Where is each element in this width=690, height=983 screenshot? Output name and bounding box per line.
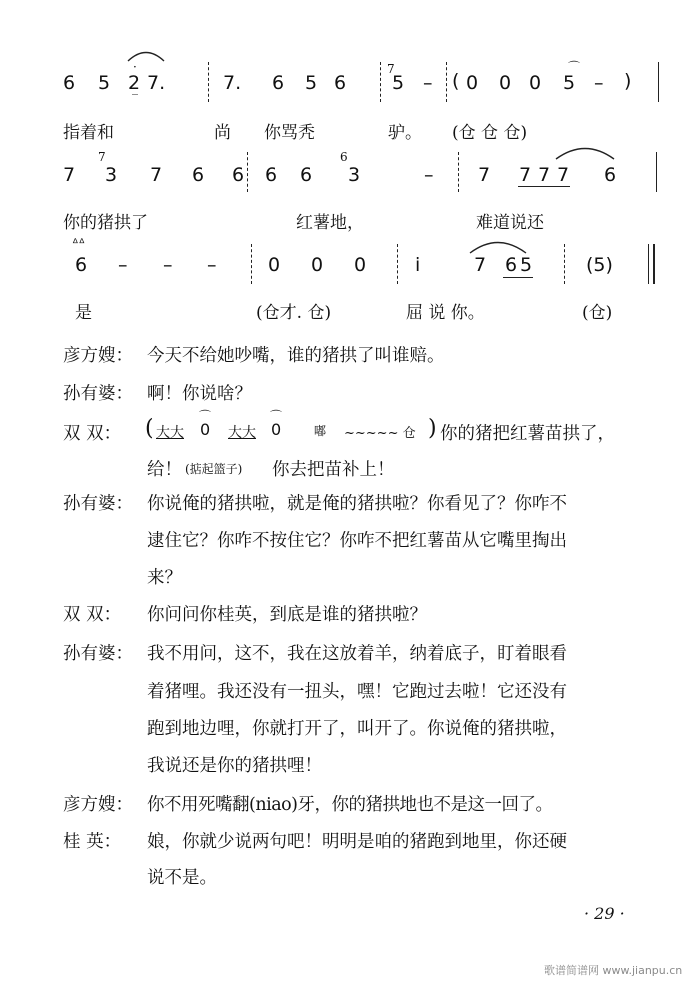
note: 7 <box>557 164 570 186</box>
dialogue-line: 你问问你桂英，到底是谁的猪拱啦？ <box>147 605 427 625</box>
bar-line <box>446 62 447 102</box>
speaker-name: 孙有婆： <box>63 384 133 404</box>
note: 0 <box>499 72 512 94</box>
dialogue-line: 娘，你就少说两句吧！明明是咱的猪跑到地里，你还硬 <box>147 832 567 852</box>
note: 0 <box>529 72 542 94</box>
note: 0 <box>271 420 282 439</box>
note: 6 <box>192 164 205 186</box>
dialogue-line: 今天不给她吵嘴，谁的猪拱了叫谁赔。 <box>147 346 445 366</box>
underline: ‾ <box>132 92 138 106</box>
note: 7 <box>474 254 487 276</box>
page-number: · 29 · <box>584 904 625 923</box>
bar-line <box>648 244 649 284</box>
dialogue-line: 我说还是你的猪拱哩！ <box>147 756 322 776</box>
stage-direction: (掂起篮子) <box>185 462 243 476</box>
note: 5 <box>305 72 318 94</box>
note: 0 <box>268 254 281 276</box>
lyric: 屈 说 你。 <box>406 303 485 323</box>
note: 0 <box>354 254 367 276</box>
slur-arc <box>554 144 616 160</box>
speaker-name: 桂 英： <box>63 832 122 852</box>
underline <box>503 277 533 278</box>
slur-arc <box>126 48 166 62</box>
dialogue-line: 给！ <box>147 460 182 480</box>
note: 6 <box>265 164 278 186</box>
dialogue-line: 你不用死嘴翻(niao)牙，你的猪拱地也不是这一回了。 <box>147 795 553 815</box>
paren: ) <box>428 416 437 441</box>
bar-line <box>251 244 252 284</box>
note: 2 <box>128 72 141 94</box>
bar-line <box>653 244 655 284</box>
percussion: 嘟 <box>314 424 327 438</box>
note: 7. <box>147 72 166 94</box>
note: 7 <box>519 164 532 186</box>
note: 6 <box>604 164 617 186</box>
note: 5 <box>563 72 576 94</box>
grace-note: 7 <box>98 150 106 164</box>
percussion: ~~~~~ 仓 <box>344 426 416 441</box>
note: 6 <box>334 72 347 94</box>
lyric: 你骂秃 <box>264 123 315 143</box>
lyric: (仓 仓 仓) <box>452 123 528 143</box>
note: 5 <box>520 254 533 276</box>
fermata-icon: ⌒ <box>199 409 212 423</box>
paren: ) <box>624 70 632 92</box>
fermata-icon: ⌒ <box>568 60 581 74</box>
note: 7. <box>223 72 242 94</box>
high-dot: · <box>133 60 137 74</box>
lyric: 难道说还 <box>476 213 544 233</box>
dialogue-line: 你的猪把红薯苗拱了， <box>440 424 615 444</box>
note: 6 <box>300 164 313 186</box>
note: – <box>118 254 128 276</box>
bar-line <box>458 152 459 192</box>
note: – <box>163 254 173 276</box>
lyric: (仓才. 仓) <box>256 303 332 323</box>
lyric: 指着和 <box>63 123 114 143</box>
note: 7 <box>478 164 491 186</box>
lyric: (仓) <box>582 303 613 323</box>
speaker-name: 彦方嫂： <box>63 346 133 366</box>
dialogue-line: 啊！你说啥？ <box>147 384 252 404</box>
dialogue-line: 说不是。 <box>147 868 217 888</box>
grace-note: 6 <box>340 150 348 164</box>
speaker-name: 双 双： <box>63 424 122 444</box>
bar-line <box>564 244 565 284</box>
watermark: 歌谱简谱网 www.jianpu.cn <box>544 964 683 977</box>
dialogue-line: 逮住它？你咋不按住它？你咋不把红薯苗从它嘴里掏出 <box>147 531 567 551</box>
note: 3 <box>348 164 361 186</box>
dialogue-line: 你去把苗补上！ <box>272 460 395 480</box>
note: 0 <box>466 72 479 94</box>
note: 6 <box>272 72 285 94</box>
dialogue-line: 跑到地边哩，你就打开了，叫开了。你说俺的猪拱啦， <box>147 719 567 739</box>
lyric: 你的猪拱了 <box>63 213 148 233</box>
dialogue-line: 你说俺的猪拱啦，就是俺的猪拱啦？你看见了？你咋不 <box>147 494 567 514</box>
speaker-name: 双 双： <box>63 605 122 625</box>
note: 6 <box>63 72 76 94</box>
underline <box>518 186 570 187</box>
speaker-name: 孙有婆： <box>63 494 133 514</box>
bar-line <box>397 244 398 284</box>
note: 5 <box>392 72 405 94</box>
note: 6 <box>505 254 518 276</box>
speaker-name: 彦方嫂： <box>63 795 133 815</box>
note: i <box>415 254 421 276</box>
dialogue-line: 我不用问，这不，我在这放着羊，纳着底子，盯着眼看 <box>147 644 567 664</box>
note: 7 <box>538 164 551 186</box>
note: 3 <box>105 164 118 186</box>
note: 7 <box>63 164 76 186</box>
lyric: 红薯地， <box>296 213 364 233</box>
bar-line <box>656 152 657 192</box>
trill-icon: ᐞᐞ <box>72 236 86 250</box>
percussion: 大大 <box>228 425 256 441</box>
note: 5 <box>98 72 111 94</box>
note: 0 <box>200 420 211 439</box>
bar-line <box>658 62 659 102</box>
note: 6 <box>75 254 88 276</box>
note: – <box>207 254 217 276</box>
bar-line <box>380 62 381 102</box>
note: – <box>423 72 433 94</box>
note: 6 <box>232 164 245 186</box>
lyric: 驴。 <box>388 123 422 143</box>
bar-line <box>208 62 209 102</box>
dialogue-line: 来？ <box>147 568 182 588</box>
paren: ( <box>452 70 460 92</box>
paren: ( <box>145 416 154 441</box>
lyric: 尚 <box>214 123 231 143</box>
lyric: 是 <box>75 303 92 323</box>
note: – <box>424 164 434 186</box>
grace-note: 7 <box>387 62 395 76</box>
note: 0 <box>311 254 324 276</box>
note: 7 <box>150 164 163 186</box>
note: (5) <box>586 254 613 276</box>
fermata-icon: ⌒ <box>270 409 283 423</box>
note: – <box>594 72 604 94</box>
speaker-name: 孙有婆： <box>63 644 133 664</box>
percussion: 大大 <box>156 425 184 441</box>
bar-line <box>247 152 248 192</box>
slur-arc <box>468 238 528 254</box>
dialogue-line: 着猪哩。我还没有一扭头，嘿！它跑过去啦！它还没有 <box>147 682 567 702</box>
